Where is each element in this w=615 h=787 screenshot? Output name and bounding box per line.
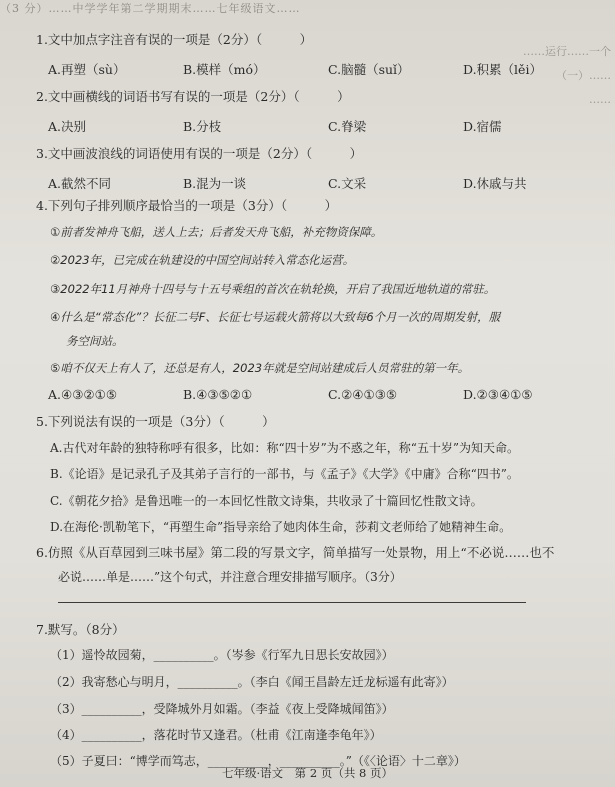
answer-line bbox=[58, 602, 526, 603]
question-1: 1.文中加点字注音有误的一项是（2分）（ ） bbox=[36, 32, 313, 47]
question-6-cont: 必说……单是……”这个句式，并注意合理安排描写顺序。（3分） bbox=[58, 570, 402, 584]
sentence-4: ④什么是“常态化”？长征二号F、长征七号运载火箭将以大致每6个月一次的周期发射，服 bbox=[50, 310, 501, 324]
option-d: D.在海伦·凯勒笔下，“再塑生命”指导亲给了她肉体生命，莎莉文老师给了她精神生命。 bbox=[50, 520, 512, 534]
sentence-2: ②2023年，已完成在轨建设的中国空间站转入常态化运营。 bbox=[50, 253, 355, 267]
option-c: C.②④①③⑤ bbox=[328, 387, 398, 402]
option-d: D.宿儒 bbox=[463, 119, 502, 134]
option-d: D.积累（lěi） bbox=[463, 62, 542, 77]
question-4: 4.下列句子排列顺序最恰当的一项是（3分）（ ） bbox=[36, 198, 338, 213]
option-c: C.文采 bbox=[328, 176, 367, 191]
recitation-1: （1）遥怜故园菊，__________。（岑参《行军九日思长安故园》） bbox=[50, 648, 394, 662]
sentence-5: ⑤咱不仅天上有人了，还总是有人，2023年就是空间站建成后人员常驻的第一年。 bbox=[50, 361, 470, 375]
question-3: 3.文中画波浪线的词语使用有误的一项是（2分）（ ） bbox=[36, 146, 363, 161]
option-c: C.脊梁 bbox=[328, 119, 367, 134]
question-5: 5.下列说法有误的一项是（3分）（ ） bbox=[36, 414, 275, 429]
option-b: B.分枝 bbox=[183, 119, 222, 134]
option-b: B.《论语》是记录孔子及其弟子言行的一部书，与《孟子》《大学》《中庸》合称“四书”。 bbox=[50, 467, 519, 481]
option-a: A.古代对年龄的独特称呼有很多，比如：称“四十岁”为不惑之年，称“五十岁”为知天命。 bbox=[50, 441, 520, 455]
recitation-3: （3）__________，受降城外月如霜。（李益《夜上受降城闻笛》） bbox=[50, 702, 394, 716]
option-c: C.《朝花夕拾》是鲁迅唯一的一本回忆性散文诗集，共收录了十篇回忆性散文诗。 bbox=[50, 494, 483, 508]
sentence-3: ③2022年11月神舟十四号与十五号乘组的首次在轨轮换，开启了我国近地轨道的常驻。 bbox=[50, 282, 496, 296]
option-b: B.④③⑤②① bbox=[183, 387, 253, 402]
sentence-4-cont: 务空间站。 bbox=[66, 334, 124, 348]
sentence-1: ①前者发神舟飞船，送人上去；后者发天舟飞船，补充物资保障。 bbox=[50, 225, 383, 239]
question-2: 2.文中画横线的词语书写有误的一项是（2分）（ ） bbox=[36, 89, 350, 104]
option-a: A.再塑（sù） bbox=[48, 62, 126, 77]
recitation-4: （4）__________，落花时节又逢君。（杜甫《江南逢李龟年》） bbox=[50, 728, 382, 742]
recitation-2: （2）我寄愁心与明月，__________。（李白《闻王昌龄左迁龙标遥有此寄》） bbox=[50, 675, 454, 689]
option-d: D.②③④①⑤ bbox=[463, 387, 533, 402]
bleed-through-text-right: ……运行……一个 （一）…… …… bbox=[523, 45, 611, 106]
recitation-5: （5）子夏曰：“博学而笃志，__________，__________。”（《〈论语〉十二章》） bbox=[50, 754, 466, 768]
question-7: 7.默写。（8分） bbox=[36, 622, 125, 637]
page-footer: 七年级·语文 第 2 页（共 8 页） bbox=[222, 766, 393, 780]
option-b: B.混为一谈 bbox=[183, 176, 247, 191]
option-c: C.脑髓（suǐ） bbox=[328, 62, 410, 77]
option-b: B.模样（mó） bbox=[183, 62, 266, 77]
question-6: 6.仿照《从百草园到三味书屋》第二段的写景文字，简单描写一处景物，用上“不必说……也不 bbox=[36, 545, 555, 560]
bleed-through-text: （3 分）……中学学年第二学期期末……七年级语文…… bbox=[0, 2, 301, 15]
option-a: A.截然不同 bbox=[48, 176, 112, 191]
option-a: A.④③②①⑤ bbox=[48, 387, 118, 402]
option-d: D.休戚与共 bbox=[463, 176, 527, 191]
option-a: A.决别 bbox=[48, 119, 87, 134]
